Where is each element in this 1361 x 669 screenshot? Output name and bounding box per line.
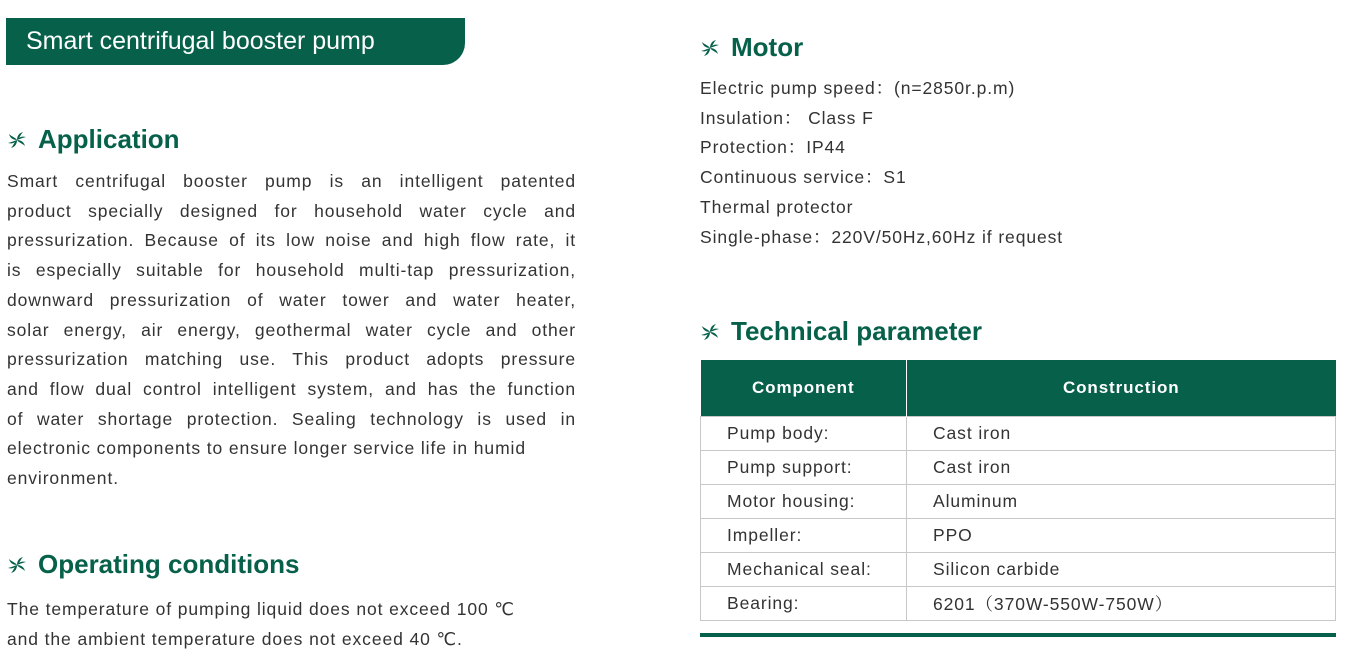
construction-cell: Aluminum [907,485,1336,519]
application-line: downward pressurization of water tower and water heater, [7,289,576,310]
motor-heading-text: Motor [731,32,804,62]
operating-line: and the ambient temperature does not exceed 40 ℃. [7,628,463,649]
component-cell: Mechanical seal: [701,553,907,587]
swirl-icon [700,38,720,58]
construction-cell: 6201（370W-550W-750W） [907,587,1336,621]
motor-spec-item: Protection：IP44 [700,137,846,158]
component-cell: Motor housing: [701,485,907,519]
technical-heading [700,316,982,347]
table-row [701,519,1336,553]
motor-spec-list [700,74,1320,252]
application-line: solar energy, air energy, geothermal water cycle and other [7,319,576,340]
table-row [701,553,1336,587]
swirl-icon [7,130,27,150]
application-line: environment. [7,468,119,489]
application-line: is especially suitable for household multi-tap pressurization, [7,260,576,281]
swirl-icon [7,555,27,575]
motor-heading [700,32,803,63]
table-header-row [701,360,1336,417]
technical-heading-text: Technical parameter [731,316,982,346]
application-line: pressurization matching use. This product adopts pressure [7,349,576,370]
construction-cell: Silicon carbide [907,553,1336,587]
motor-spec-item: Single-phase：220V/50Hz,60Hz if request [700,226,1063,247]
component-cell: Bearing: [701,587,907,621]
component-cell: Pump support: [701,451,907,485]
construction-cell: Cast iron [907,417,1336,451]
technical-parameter-table [700,360,1336,621]
table-row [701,417,1336,451]
operating-heading-text: Operating conditions [38,549,300,579]
motor-spec-item: Thermal protector [700,196,854,217]
page-banner [6,18,465,65]
operating-text [7,595,587,654]
motor-spec-item: Electric pump speed：(n=2850r.p.m) [700,78,1016,98]
table-bottom-rule [700,633,1336,637]
application-line: and flow dual control intelligent system, and has the function [7,378,576,399]
application-heading-text: Application [38,124,180,154]
table-row [701,451,1336,485]
component-cell: Impeller: [701,519,907,553]
application-heading [7,124,180,155]
application-line: Smart centrifugal booster pump is an intelligent patented [7,171,576,191]
column-header-component: Component [701,360,907,417]
construction-cell: Cast iron [907,451,1336,485]
table-row [701,485,1336,519]
operating-line: The temperature of pumping liquid does not exceed 100 ℃ [7,599,515,619]
table-row [701,587,1336,621]
banner-title: Smart centrifugal booster pump [26,27,375,55]
application-text [7,167,576,494]
operating-heading [7,549,299,580]
component-cell: Pump body: [701,417,907,451]
motor-spec-item: Insulation： Class F [700,107,874,128]
application-line: product specially designed for household water cycle and [7,200,576,221]
application-line: of water shortage protection. Sealing technology is used in [7,408,576,429]
construction-cell: PPO [907,519,1336,553]
column-header-construction: Construction [907,360,1336,417]
application-line: pressurization. Because of its low noise and high flow rate, it [7,230,576,251]
motor-spec-item: Continuous service：S1 [700,167,907,188]
swirl-icon [700,322,720,342]
application-line: electronic components to ensure longer service life in humid [7,438,526,459]
